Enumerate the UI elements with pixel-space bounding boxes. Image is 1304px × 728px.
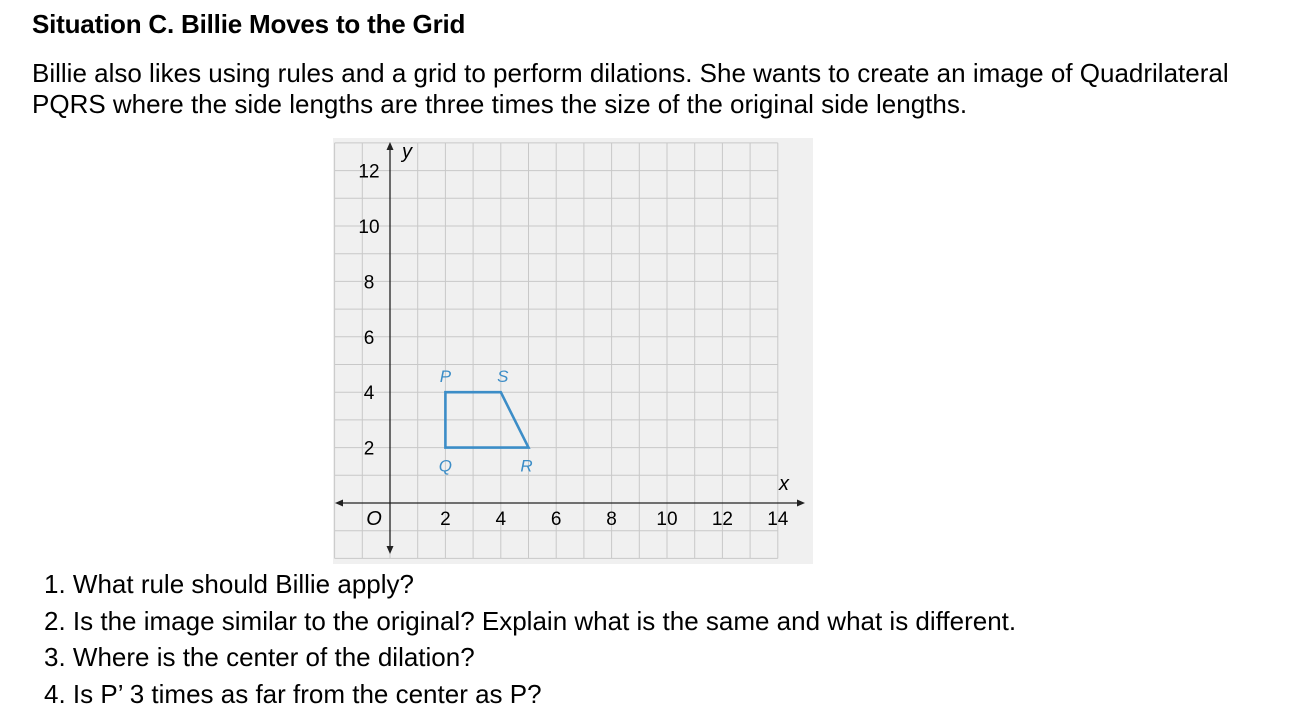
y-tick-label: 10 xyxy=(358,217,380,238)
x-tick-label: 14 xyxy=(767,509,789,530)
question-list xyxy=(44,566,1016,712)
y-tick-label: 2 xyxy=(363,438,375,460)
y-tick-label: 8 xyxy=(363,272,375,294)
vertex-label-r: R xyxy=(520,456,533,476)
question-item: 4. Is P’ 3 times as far from the center as P? xyxy=(44,678,542,709)
vertex-label-q: Q xyxy=(438,456,453,476)
origin-label: O xyxy=(366,508,382,530)
question-item: 1. What rule should Billie apply? xyxy=(44,569,414,599)
x-tick-label: 12 xyxy=(711,509,733,530)
y-tick-label: 4 xyxy=(363,383,375,405)
x-axis-label: x xyxy=(779,473,789,495)
y-tick-label: 12 xyxy=(358,161,380,183)
situation-title: Situation C. Billie Moves to the Grid xyxy=(32,9,466,39)
x-tick-label: 4 xyxy=(495,509,507,530)
x-tick-label: 6 xyxy=(550,509,562,530)
y-axis-label: y xyxy=(402,141,412,163)
question-item: 3. Where is the center of the dilation? xyxy=(44,642,475,672)
question-item: 2. Is the image similar to the original? Explain what is the same and what is different. xyxy=(44,605,1017,636)
vertex-label-s: S xyxy=(497,367,509,387)
coordinate-grid xyxy=(333,138,813,564)
x-tick-label: 10 xyxy=(656,509,678,530)
x-tick-label: 8 xyxy=(606,509,617,530)
x-tick-label: 2 xyxy=(440,509,451,530)
vertex-label-p: P xyxy=(439,367,452,387)
y-tick-label: 6 xyxy=(363,327,375,349)
intro-paragraph: Billie also likes using rules and a grid to perform dilations. She wants to create an image of Quadrilateral PQRS where the side lengths are three times the size of the original side lengths. xyxy=(32,58,1229,119)
